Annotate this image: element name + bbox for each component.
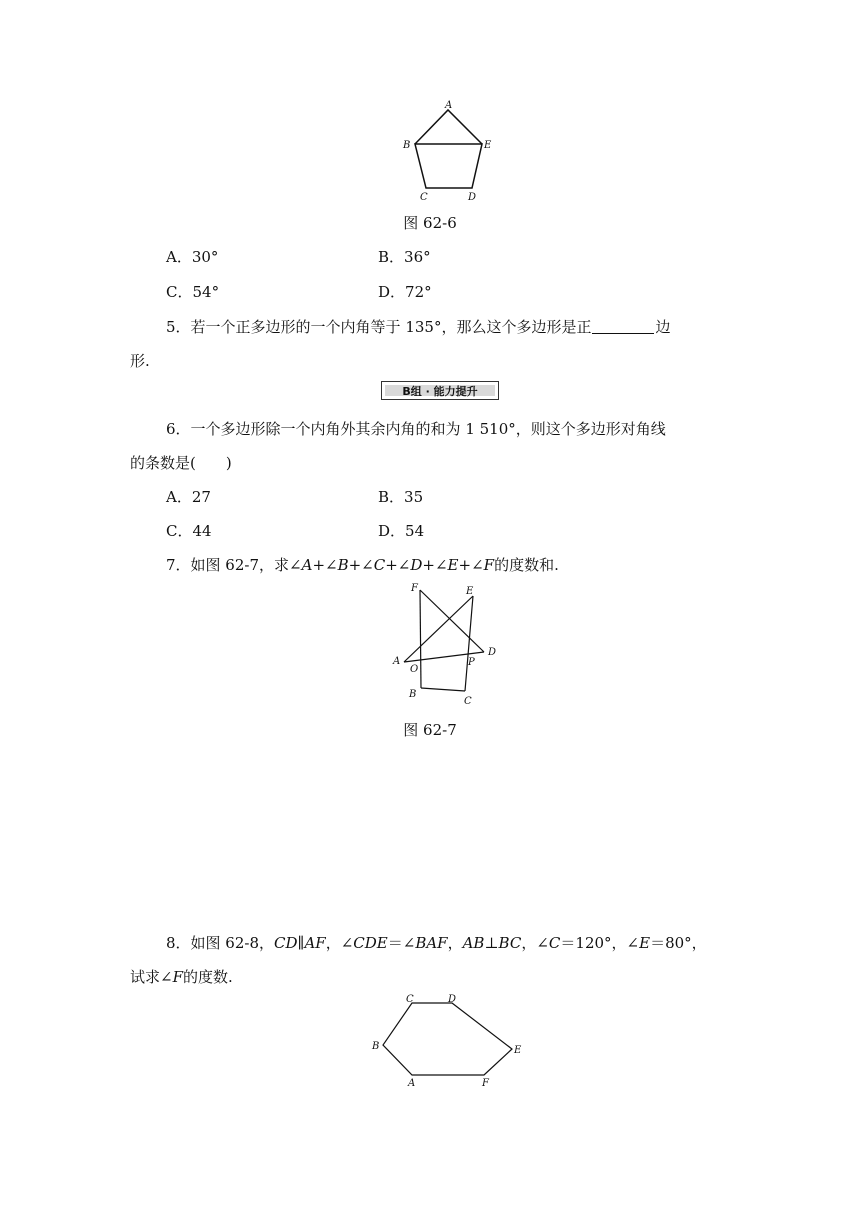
pentagon-body: [415, 144, 482, 188]
q8-line-2: 试求∠F的度数.: [130, 968, 233, 986]
figure-62-6: [390, 96, 500, 208]
q4-option-d: D．72°: [378, 283, 432, 301]
q6-option-b: B．35: [378, 488, 424, 506]
section-b-banner: [381, 381, 499, 400]
question-8: 8．如图 62-8，CD∥AF，∠CDE＝∠BAF，AB⊥BC，∠C＝120°，∠E＝80°，: [166, 934, 707, 952]
q5-answer-blank[interactable]: [592, 319, 654, 334]
label-E: E: [484, 140, 492, 151]
q5-text-before: 5．若一个正多边形的一个内角等于 135°，那么这个多边形是正: [166, 318, 592, 336]
label-F: F: [482, 1078, 489, 1089]
q4-option-a: A．30°: [166, 248, 219, 266]
q4-option-b: B．36°: [378, 248, 431, 266]
figure-62-6-caption: 图 62-6: [403, 214, 457, 232]
pentagon-top: [415, 110, 482, 144]
label-C: C: [406, 994, 414, 1005]
segment-CE: [465, 596, 473, 691]
label-A: A: [408, 1078, 416, 1089]
q5-line-2: 形.: [130, 352, 150, 370]
label-O: O: [410, 664, 419, 675]
label-P: P: [468, 657, 475, 668]
q6-line-1: 6．一个多边形除一个内角外其余内角的和为 1 510°，则这个多边形对角线: [166, 420, 666, 438]
label-F: F: [411, 583, 418, 594]
figure-62-7: [386, 580, 506, 712]
q5-text-after: 边: [655, 318, 671, 336]
label-B: B: [372, 1041, 380, 1052]
hexagon-ABCDEF: [383, 1003, 512, 1075]
q6-line-2: 的条数是( ): [130, 454, 232, 472]
label-D: D: [468, 192, 477, 203]
segment-DF: [420, 590, 484, 652]
label-A: A: [445, 100, 453, 111]
figure-62-8: [366, 992, 530, 1092]
label-E: E: [466, 586, 474, 597]
q4-option-c: C．54°: [166, 283, 220, 301]
label-D: D: [488, 647, 497, 658]
label-A: A: [393, 656, 401, 667]
label-E: E: [514, 1045, 522, 1056]
question-5: [166, 316, 670, 337]
q6-option-d: D．54: [378, 522, 425, 540]
q6-option-a: A．27: [166, 488, 211, 506]
label-C: C: [464, 696, 472, 707]
label-B: B: [409, 689, 417, 700]
section-b-label: B组 · 能力提升: [385, 385, 495, 396]
label-B: B: [403, 140, 411, 151]
q6-option-c: C．44: [166, 522, 212, 540]
question-7: 7．如图 62-7，求∠A+∠B+∠C+∠D+∠E+∠F的度数和.: [166, 556, 559, 574]
segment-FB: [420, 590, 421, 688]
figure-62-7-caption: 图 62-7: [403, 721, 457, 739]
label-C: C: [420, 192, 428, 203]
label-D: D: [448, 994, 457, 1005]
segment-BC: [421, 688, 465, 691]
segment-EA: [404, 596, 473, 662]
